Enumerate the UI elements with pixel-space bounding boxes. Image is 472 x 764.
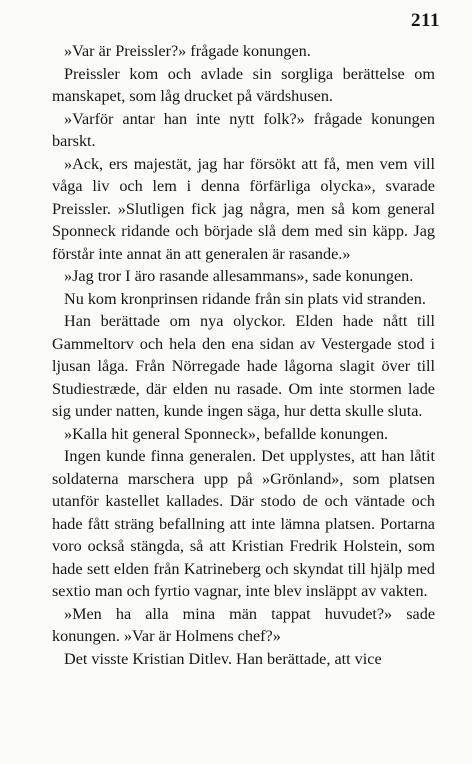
paragraph: Nu kom kronprinsen ridande från sin plats vid stranden.	[64, 289, 426, 308]
paragraph: Ingen kunde finna generalen. Det upplystes, att han låtit soldaterna marschera upp på »Grönland», som platsen utanför kastellet kallades. Där stodo de och väntade och hade fått sträng befallning att inte lämna platsen. Portarna voro också stängda, så att Kristian Fredrik Holstein, som hade sett elden från Katrineberg och skyndat till hjälp med sextio man och fyrtio vagnar, inte blev insläppt av vakten.	[52, 447, 435, 600]
paragraph-last: Det visste Kristian Ditlev. Han berättade, att vice	[64, 649, 382, 668]
paragraph: Han berättade om nya olyckor. Elden hade nått till Gammeltorv och hela den ena sidan av Vestergade stod i ljusan låga. Från Nörregade hade lågorna slagit över till Studiestræde, där elden nu rasade. Om inte stormen lade sig under natten, kunde ingen säga, hur detta skulle sluta.	[52, 312, 435, 420]
paragraph: Preissler kom och avlade sin sorgliga berättelse om manskapet, som låg drucket på värdshusen.	[52, 64, 435, 105]
page-number: 211	[411, 10, 440, 31]
paragraph: »Var är Preissler?» frågade ko​nungen.	[64, 42, 311, 60]
paragraph: »Ack, ers majestät, jag har försökt att få, men vem vill våga liv och lem i denna förfärliga olycka», svarade Preissler. »Slutligen fick jag några, men så kom general Sponneck ridande och började slå dem med sin käpp. Jag förstår inte annat än att generalen är rasande.»	[52, 154, 435, 263]
paragraph: »Kalla hit general Sponneck», befallde konungen.	[64, 424, 389, 443]
paragraph: »Men ha alla mina män tappat huvudet?» sade konungen. »Var är Holmens chef?»	[52, 604, 435, 645]
paragraph: »Varför antar han inte nytt folk?» frågade konungen barskt.	[52, 109, 435, 150]
page-body	[52, 40, 435, 670]
paragraph: »Jag tror I äro rasande allesammans», sade konungen.	[64, 267, 414, 285]
